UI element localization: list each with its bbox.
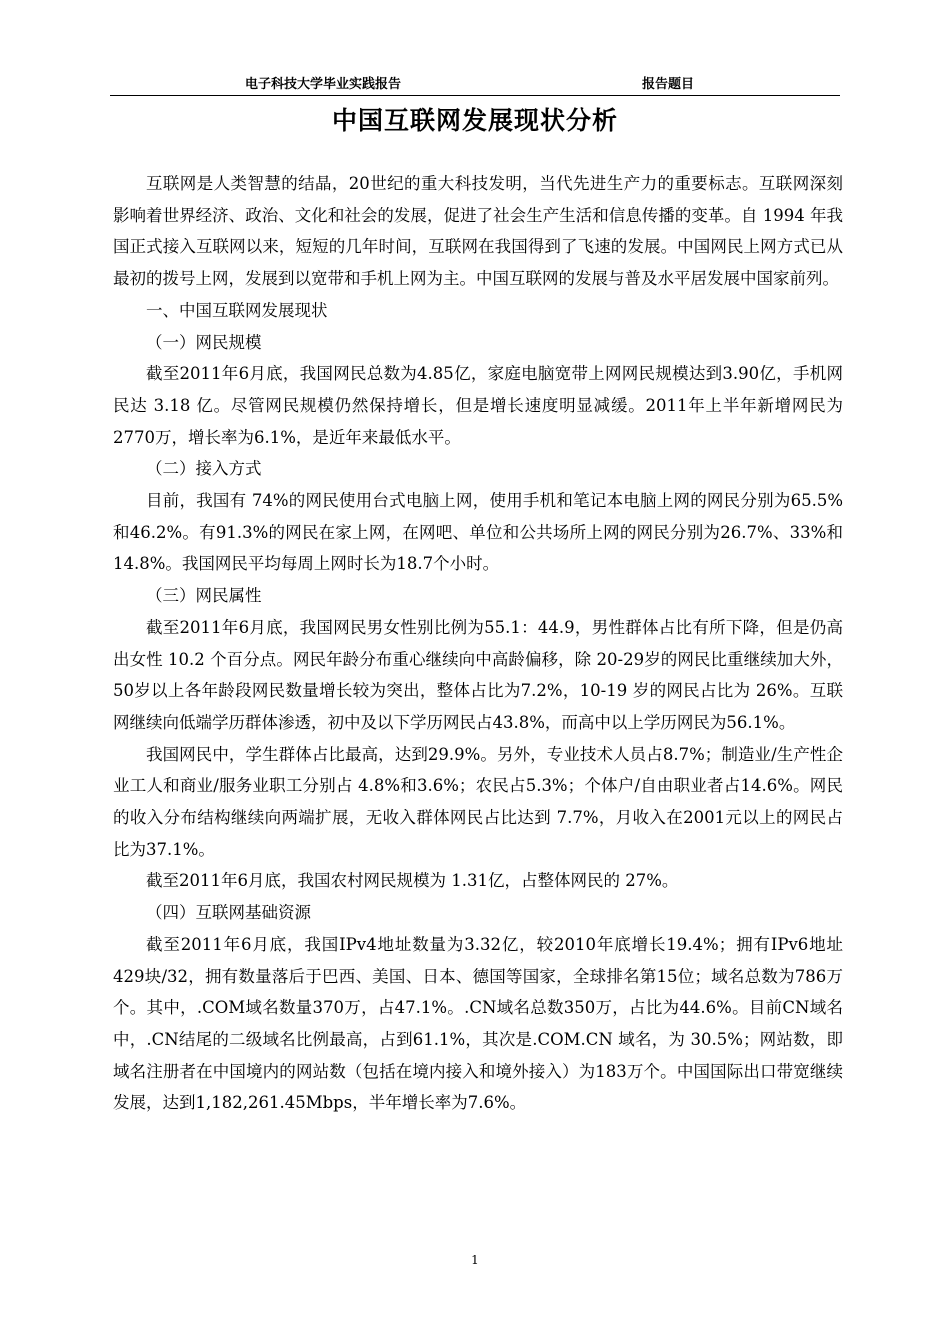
paragraph-infrastructure: 截至2011年6月底，我国IPv4地址数量为3.32亿，较2010年底增长19.4%；拥有IPv6地址429块/32，拥有数量落后于巴西、美国、日本、德国等国家，全球排名第15位；域名总数为786万个。其中，.COM域名数量370万，占47.1%。.CN域名总数350万，占比为44.6%。目前CN域名中，.CN结尾的二级域名比例最高，占到61.1%，其次是.COM.CN 域名，为 30.5%；网站数，即域名注册者在中国境内的网站数（包括在境内接入和境外接入）为183万个。中国国际出口带宽继续发展，达到1,182,261.45Mbps，半年增长率为7.6%。 bbox=[113, 934, 843, 1113]
intro-paragraph: 互联网是人类智慧的结晶，20世纪的重大科技发明，当代先进生产力的重要标志。互联网深刻影响着世界经济、政治、文化和社会的发展，促进了社会生产生活和信息传播的变革。自 1994 年我国正式接入互联网以来，短短的几年时间，互联网在我国得到了飞速的发展。中国网民上网方式已从最初的拨号上网，发展到以宽带和手机上网为主。中国互联网的发展与普及水平居发展中国家前列。 bbox=[113, 174, 843, 289]
document-title: 中国互联网发展现状分析 bbox=[331, 106, 618, 135]
paragraph-netizen-attributes: 截至2011年6月底，我国网民男女性别比例为55.1：44.9，男性群体占比有所下降，但是仍高出女性 10.2 个百分点。网民年龄分布重心继续向中高龄偏移，除 20-29岁的网民比重继续加大外，50岁以上各年龄段网民数量增长较为突出，整体占比为7.2%，10-19 岁的网民占比为 26%。互联网继续向低端学历群体渗透，初中及以下学历网民占43.8%，而高中以上学历网民为56.1%。 bbox=[113, 617, 843, 732]
subsection-heading-netizen-scale: （一）网民规模 bbox=[146, 332, 262, 352]
header-report-name: 电子科技大学毕业实践报告 bbox=[245, 77, 402, 92]
paragraph-rural-netizens: 截至2011年6月底，我国农村网民规模为 1.31亿，占整体网民的 27%。 bbox=[146, 871, 679, 891]
page-header bbox=[110, 70, 840, 96]
paragraph-occupation-income: 我国网民中，学生群体占比最高，达到29.9%。另外，专业技术人员占8.7%；制造业/生产性企业工人和商业/服务业职工分别占 4.8%和3.6%；农民占5.3%；个体户/自由职业者占14.6%。网民的收入分布结构继续向两端扩展，无收入群体网民占比达到 7.7%，月收入在2001元以上的网民占比为37.1%。 bbox=[113, 744, 843, 859]
subsection-heading-netizen-attributes: （三）网民属性 bbox=[146, 586, 262, 606]
page-number: 1 bbox=[471, 1253, 479, 1267]
paragraph-netizen-scale: 截至2011年6月底，我国网民总数为4.85亿，家庭电脑宽带上网网民规模达到3.90亿，手机网民达 3.18 亿。尽管网民规模仍然保持增长，但是增长速度明显减缓。2011年上半年新增网民为2770万，增长率为6.1%，是近年来最低水平。 bbox=[113, 364, 843, 447]
section-heading-1: 一、中国互联网发展现状 bbox=[146, 300, 328, 320]
header-report-topic: 报告题目 bbox=[642, 77, 695, 92]
paragraph-access-methods: 目前，我国有 74%的网民使用台式电脑上网，使用手机和笔记本电脑上网的网民分别为65.5%和46.2%。有91.3%的网民在家上网，在网吧、单位和公共场所上网的网民分别为26.7%、33%和 14.8%。我国网民平均每周上网时长为18.7个小时。 bbox=[113, 491, 843, 574]
subsection-heading-infrastructure: （四）互联网基础资源 bbox=[146, 903, 311, 923]
document-body bbox=[113, 168, 843, 1119]
subsection-heading-access-methods: （二）接入方式 bbox=[146, 459, 262, 479]
